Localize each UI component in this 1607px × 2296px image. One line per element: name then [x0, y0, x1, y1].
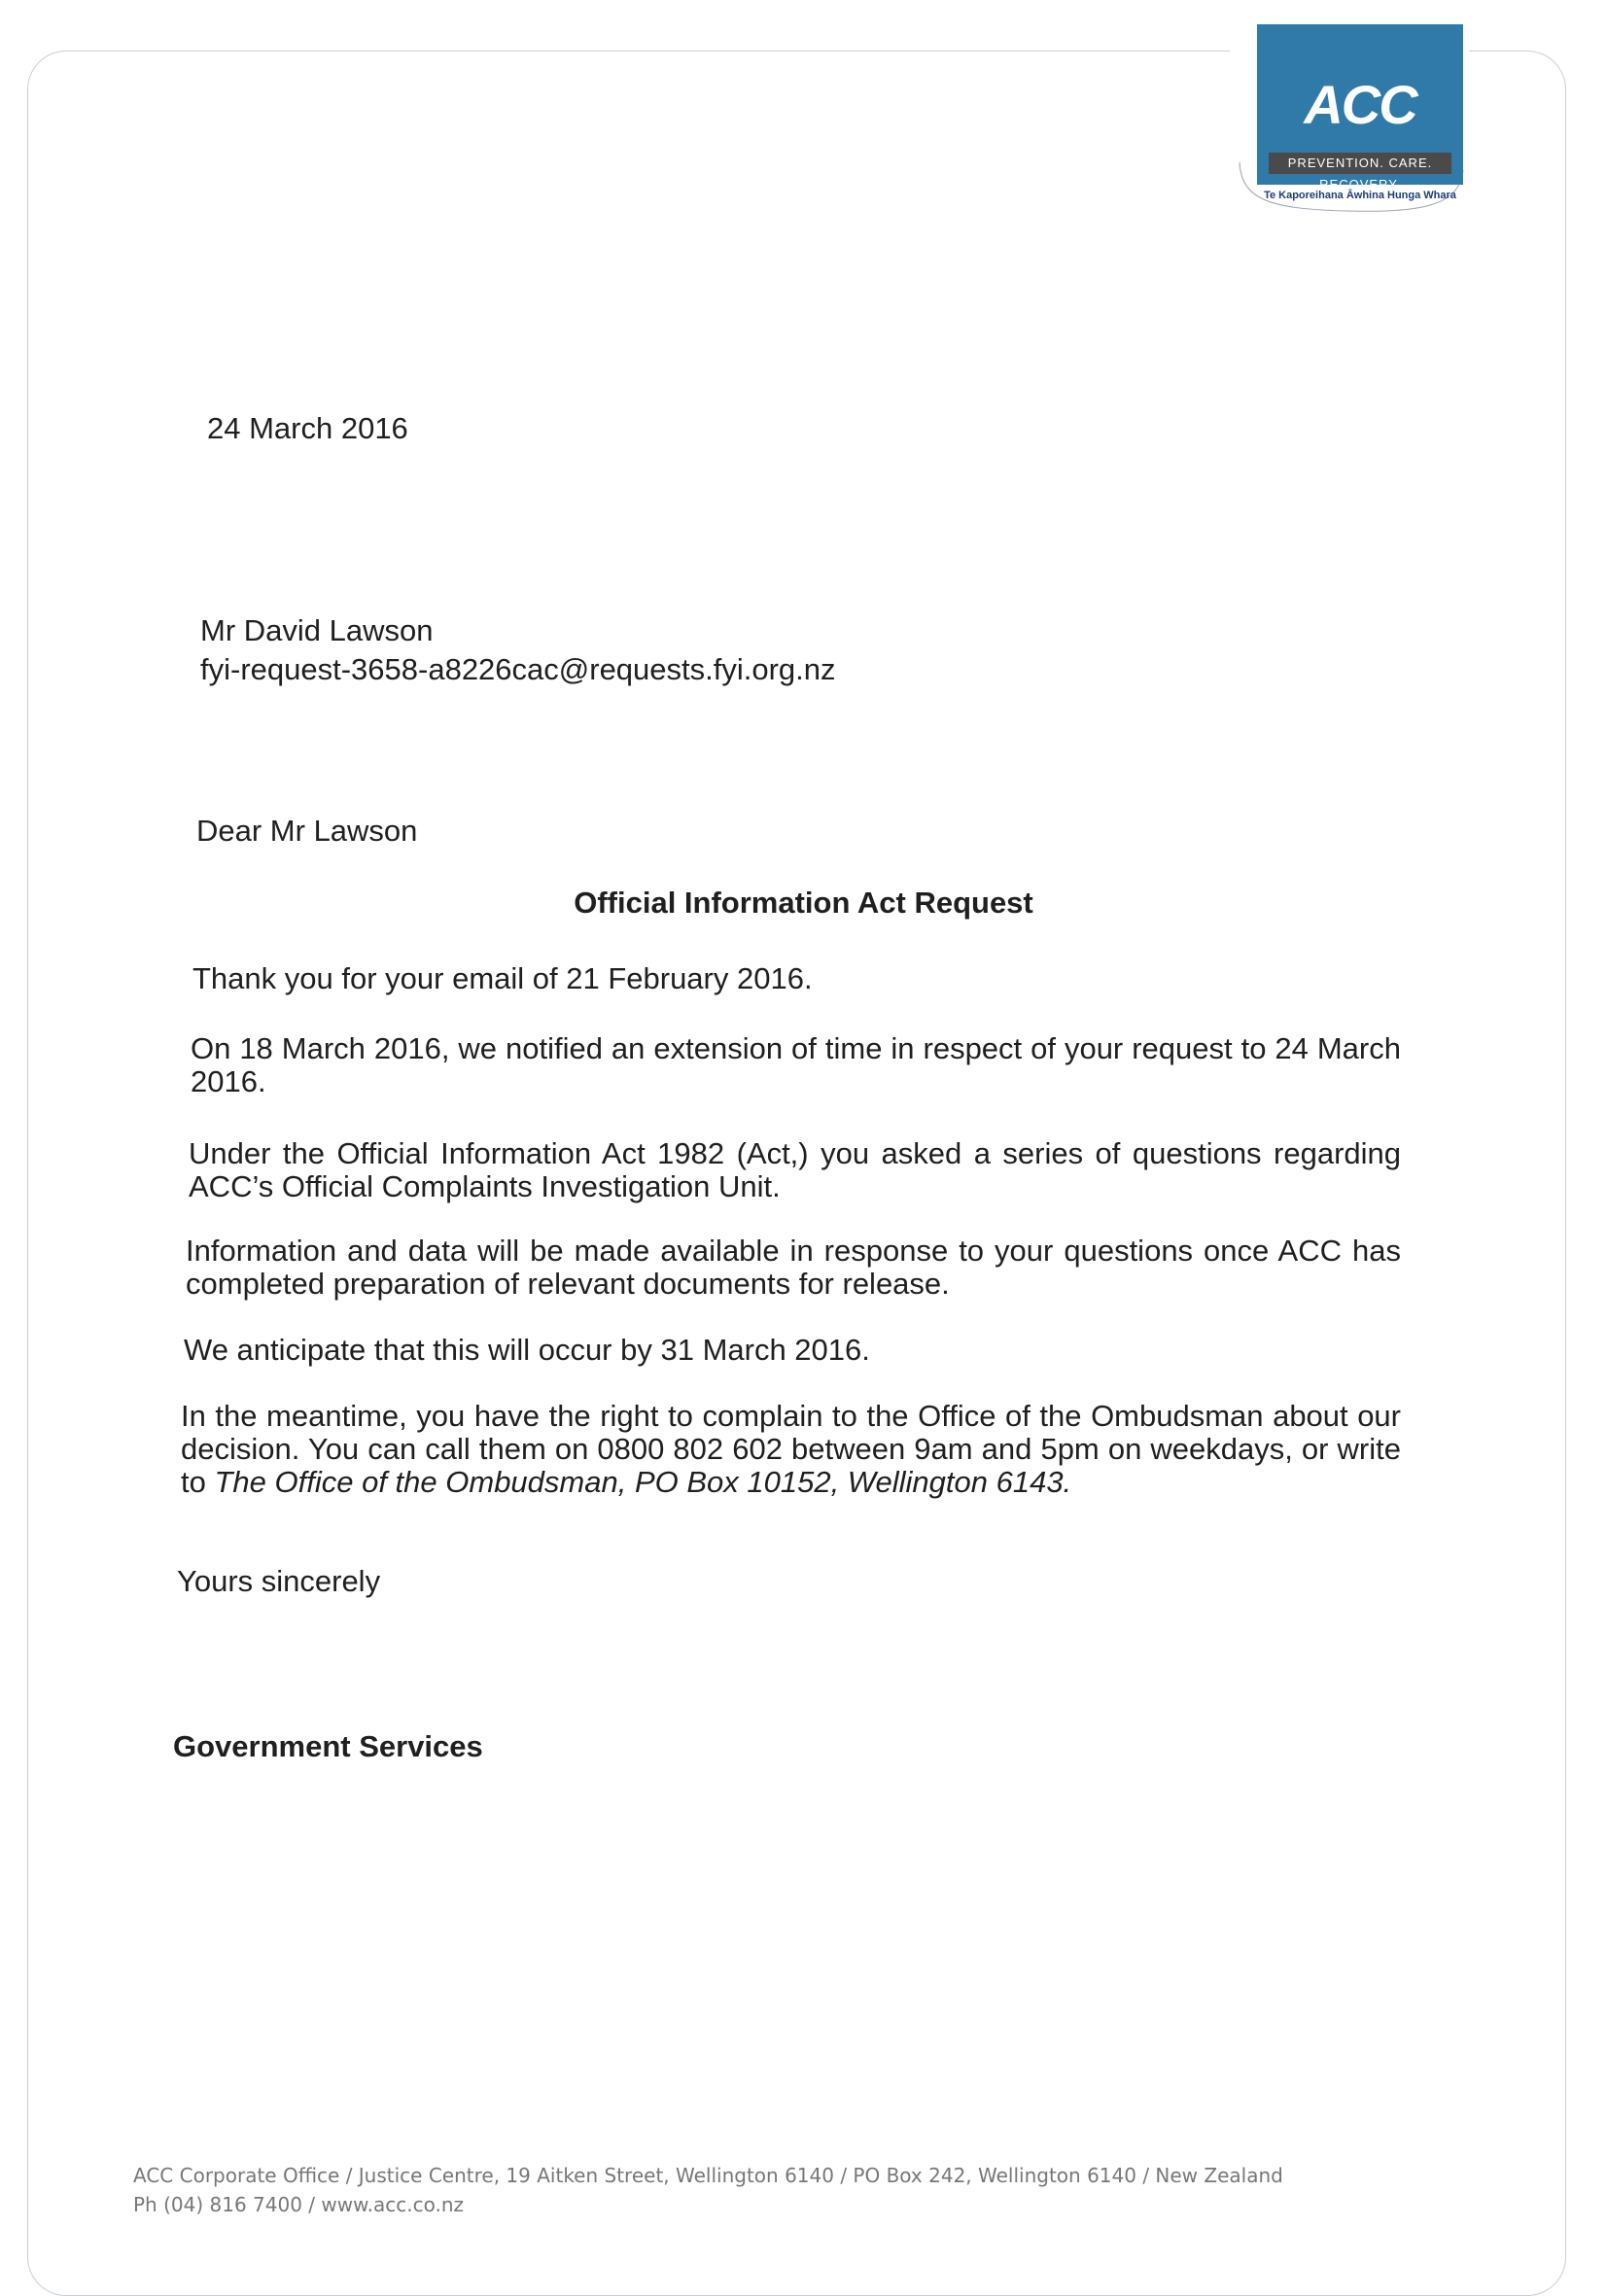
acc-logo — [1230, 24, 1469, 219]
logo-subtitle: Te Kaporeihana Āwhina Hunga Whara — [1264, 190, 1456, 201]
ombudsman-address: The Office of the Ombudsman, PO Box 10152, Wellington 6143. — [214, 1465, 1072, 1499]
letter-subject: Official Information Act Request — [574, 886, 1033, 920]
paragraph-1: Thank you for your email of 21 February 2016. — [192, 961, 813, 995]
ombudsman-text: In the meantime, you have the right to complain to the Office of the Ombudsman about our decision. You can call them on 0800 802 602 between 9am and 5pm on weekdays, or write to — [181, 1399, 1401, 1499]
paragraph-2: On 18 March 2016, we notified an extension of time in respect of your request to 24 March 2016. — [191, 1031, 1401, 1098]
logo-tagline: PREVENTION. CARE. RECOVERY. — [1269, 153, 1451, 174]
logo-box — [1257, 24, 1463, 191]
salutation: Dear Mr Lawson — [196, 814, 418, 848]
recipient-name: Mr David Lawson — [200, 613, 434, 647]
recipient-email: fyi-request-3658-a8226cac@requests.fyi.org.nz — [200, 652, 836, 686]
closing: Yours sincerely — [177, 1564, 381, 1598]
paragraph-ombudsman — [181, 1400, 1401, 1499]
logo-mark: ACC — [1304, 74, 1416, 135]
paragraph-3: Under the Official Information Act 1982 (Act,) you asked a series of questions regarding ACC’s Official Complaints Investigation Unit. — [189, 1136, 1401, 1203]
paragraph-4: Information and data will be made available in response to your questions once ACC has completed preparation of relevant documents for release. — [186, 1234, 1401, 1301]
footer-address: ACC Corporate Office / Justice Centre, 19 Aitken Street, Wellington 6140 / PO Box 242, Wellington 6140 / New Zealand — [133, 2164, 1283, 2187]
paragraph-5: We anticipate that this will occur by 31 March 2016. — [184, 1333, 870, 1367]
letter-date: 24 March 2016 — [207, 411, 408, 445]
signatory: Government Services — [173, 1729, 483, 1763]
footer-contact: Ph (04) 816 7400 / www.acc.co.nz — [133, 2193, 464, 2216]
